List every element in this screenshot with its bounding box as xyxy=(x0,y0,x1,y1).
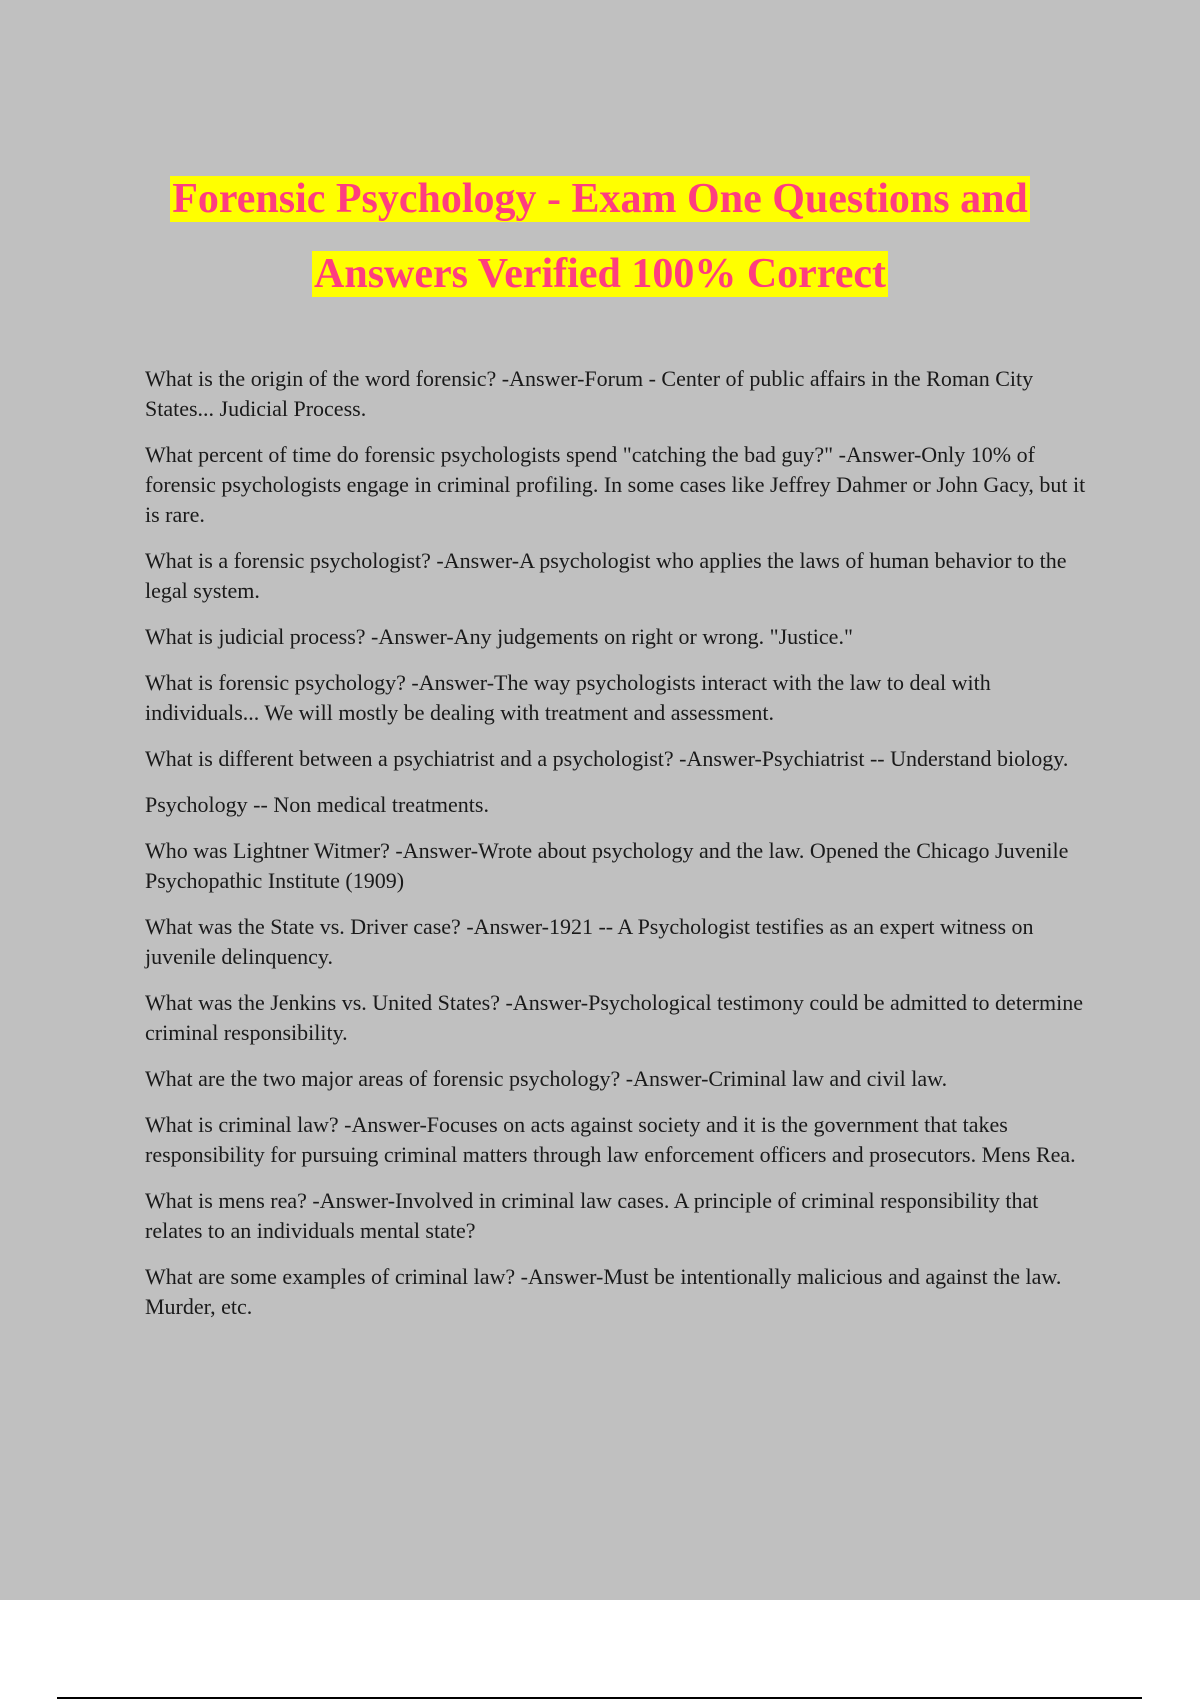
qa-item: What is the origin of the word forensic? -Answer-Forum - Center of public affairs in the Roman City States... Judicial Process. xyxy=(145,366,1034,421)
title-line-2 xyxy=(0,237,1200,312)
title-line-2-text: Answers Verified 100% Correct xyxy=(314,251,886,297)
qa-item: What are the two major areas of forensic psychology? -Answer-Criminal law and civil law. xyxy=(145,1066,948,1091)
qa-item: What is criminal law? -Answer-Focuses on acts against society and it is the government that takes responsibility for pursuing criminal matters through law enforcement officers and prosecutors. Mens Rea. xyxy=(145,1112,1076,1167)
qa-item: What was the Jenkins vs. United States? -Answer-Psychological testimony could be admitted to determine criminal responsibility. xyxy=(145,990,1084,1045)
qa-item: What is mens rea? -Answer-Involved in criminal law cases. A principle of criminal responsibility that relates to an individuals mental state? xyxy=(145,1188,1039,1243)
title-line-1 xyxy=(0,162,1200,237)
qa-item: Who was Lightner Witmer? -Answer-Wrote about psychology and the law. Opened the Chicago Juvenile Psychopathic Institute (1909) xyxy=(145,838,1069,893)
qa-item: What is forensic psychology? -Answer-The way psychologists interact with the law to deal with individuals... We will mostly be dealing with treatment and assessment. xyxy=(145,670,991,725)
qa-item: What was the State vs. Driver case? -Answer-1921 -- A Psychologist testifies as an expert witness on juvenile delinquency. xyxy=(145,914,1034,969)
title-line-1-text: Forensic Psychology - Exam One Questions and xyxy=(172,176,1028,222)
qa-item: What is a forensic psychologist? -Answer-A psychologist who applies the laws of human behavior to the legal system. xyxy=(145,548,1067,603)
qa-item: What is judicial process? -Answer-Any judgements on right or wrong. "Justice." xyxy=(145,624,853,649)
qa-item: What percent of time do forensic psychologists spend "catching the bad guy?" -Answer-Only 10% of forensic psychologists engage in criminal profiling. In some cases like Jeffrey Dahmer or John Gacy, but it is rare. xyxy=(145,442,1086,527)
qa-item: What are some examples of criminal law? -Answer-Must be intentionally malicious and against the law. Murder, etc. xyxy=(145,1264,1062,1319)
page-title xyxy=(0,162,1200,312)
qa-list xyxy=(145,364,1095,1338)
footer-divider xyxy=(57,1697,1142,1699)
qa-item: What is different between a psychiatrist and a psychologist? -Answer-Psychiatrist -- Understand biology. xyxy=(145,746,1069,771)
qa-item: Psychology -- Non medical treatments. xyxy=(145,792,489,817)
